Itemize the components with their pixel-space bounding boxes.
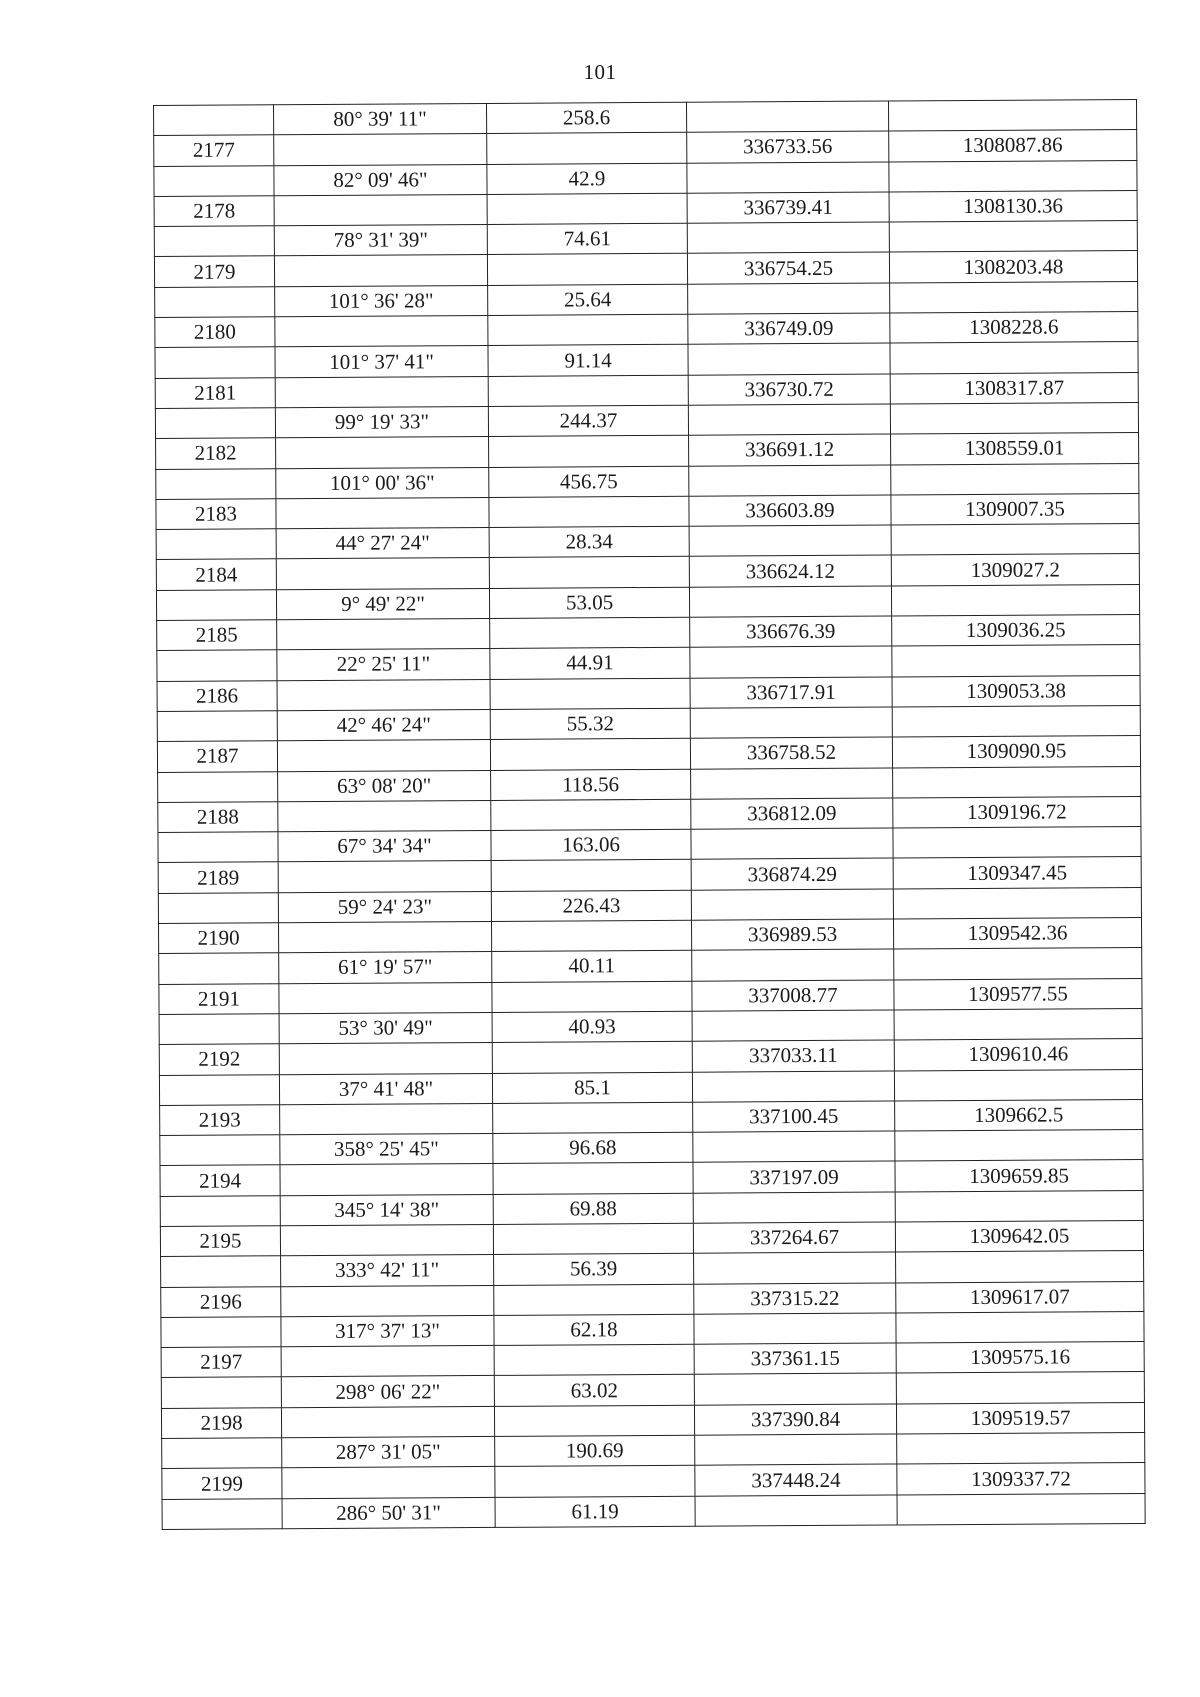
station-distance-cell xyxy=(489,557,689,589)
station-id-cell: 2180 xyxy=(155,317,275,348)
leg-easting-cell xyxy=(695,1495,897,1527)
leg-station-cell xyxy=(155,287,275,318)
leg-station-cell xyxy=(158,832,278,863)
leg-station-cell xyxy=(154,105,274,136)
station-bearing-cell xyxy=(282,1467,495,1499)
station-bearing-cell xyxy=(275,316,488,348)
leg-easting-cell xyxy=(694,1252,896,1284)
leg-distance-cell: 28.34 xyxy=(489,526,689,558)
station-bearing-cell xyxy=(276,437,489,469)
leg-easting-cell xyxy=(688,343,890,375)
leg-northing-cell xyxy=(894,1069,1142,1101)
station-distance-cell xyxy=(490,678,690,710)
leg-easting-cell xyxy=(692,949,894,981)
leg-station-cell xyxy=(159,953,279,984)
station-northing-cell: 1309617.07 xyxy=(896,1281,1144,1313)
station-id-cell: 2197 xyxy=(161,1347,281,1378)
leg-bearing-cell: 9° 49' 22" xyxy=(276,588,489,620)
leg-distance-cell: 85.1 xyxy=(492,1072,692,1104)
leg-northing-cell xyxy=(891,584,1139,616)
leg-distance-cell: 91.14 xyxy=(488,345,688,377)
leg-bearing-cell: 78° 31' 39" xyxy=(274,225,487,257)
leg-station-cell xyxy=(161,1377,281,1408)
station-northing-cell: 1308203.48 xyxy=(889,251,1137,283)
leg-easting-cell xyxy=(693,1131,895,1163)
leg-station-cell xyxy=(155,347,275,378)
leg-northing-cell xyxy=(888,99,1136,131)
leg-distance-cell: 56.39 xyxy=(494,1254,694,1286)
station-distance-cell xyxy=(492,1041,692,1073)
leg-bearing-cell: 101° 00' 36" xyxy=(276,467,489,499)
leg-northing-cell xyxy=(893,887,1141,919)
station-easting-cell: 337448.24 xyxy=(695,1464,897,1496)
leg-station-cell xyxy=(161,1256,281,1287)
leg-bearing-cell: 44° 27' 24" xyxy=(276,528,489,560)
station-northing-cell: 1309337.72 xyxy=(897,1463,1145,1495)
leg-northing-cell xyxy=(893,766,1141,798)
station-distance-cell xyxy=(491,860,691,892)
station-bearing-cell xyxy=(280,1224,493,1256)
station-easting-cell: 336754.25 xyxy=(687,252,889,284)
station-bearing-cell xyxy=(279,982,492,1014)
station-distance-cell xyxy=(487,254,687,286)
station-bearing-cell xyxy=(278,861,491,893)
leg-bearing-cell: 67° 34' 34" xyxy=(278,831,491,863)
station-distance-cell xyxy=(490,738,690,770)
station-northing-cell: 1309090.95 xyxy=(892,736,1140,768)
station-id-cell: 2195 xyxy=(160,1226,280,1257)
leg-northing-cell xyxy=(895,1190,1143,1222)
station-easting-cell: 336758.52 xyxy=(690,737,892,769)
leg-station-cell xyxy=(156,590,276,621)
leg-easting-cell xyxy=(694,1373,896,1405)
leg-station-cell xyxy=(161,1317,281,1348)
leg-easting-cell xyxy=(690,707,892,739)
leg-bearing-cell: 99° 19' 33" xyxy=(275,406,488,438)
leg-row xyxy=(162,1493,1145,1529)
station-distance-cell xyxy=(494,1405,694,1437)
station-bearing-cell xyxy=(276,558,489,590)
leg-easting-cell xyxy=(690,646,892,678)
leg-station-cell xyxy=(157,650,277,681)
leg-northing-cell xyxy=(892,645,1140,677)
station-id-cell: 2177 xyxy=(154,135,274,166)
leg-station-cell xyxy=(158,892,278,923)
leg-station-cell xyxy=(162,1498,282,1529)
leg-distance-cell: 163.06 xyxy=(491,829,691,861)
leg-distance-cell: 244.37 xyxy=(488,405,688,437)
leg-bearing-cell: 298° 06' 22" xyxy=(281,1376,494,1408)
station-easting-cell: 337315.22 xyxy=(694,1283,896,1315)
station-easting-cell: 337390.84 xyxy=(694,1404,896,1436)
station-id-cell: 2198 xyxy=(161,1408,281,1439)
leg-distance-cell: 61.19 xyxy=(495,1496,695,1528)
leg-northing-cell xyxy=(894,1008,1142,1040)
leg-easting-cell xyxy=(689,586,891,618)
station-distance-cell xyxy=(488,375,688,407)
leg-distance-cell: 226.43 xyxy=(491,890,691,922)
station-northing-cell: 1309577.55 xyxy=(894,978,1142,1010)
station-easting-cell: 336603.89 xyxy=(689,495,891,527)
leg-northing-cell xyxy=(889,221,1137,253)
leg-northing-cell xyxy=(891,463,1139,495)
station-bearing-cell xyxy=(274,194,487,226)
station-distance-cell xyxy=(493,1223,693,1255)
station-bearing-cell xyxy=(280,1103,493,1135)
leg-northing-cell xyxy=(893,827,1141,859)
station-id-cell: 2179 xyxy=(154,256,274,287)
station-easting-cell: 336691.12 xyxy=(689,434,891,466)
station-id-cell: 2199 xyxy=(162,1468,282,1499)
leg-easting-cell xyxy=(693,1192,895,1224)
leg-distance-cell: 456.75 xyxy=(489,466,689,498)
traverse-table-container xyxy=(153,99,1145,1530)
leg-northing-cell xyxy=(890,402,1138,434)
station-distance-cell xyxy=(493,1163,693,1195)
leg-distance-cell: 25.64 xyxy=(488,284,688,316)
station-northing-cell: 1308087.86 xyxy=(889,130,1137,162)
station-bearing-cell xyxy=(275,376,488,408)
leg-bearing-cell: 345° 14' 38" xyxy=(280,1194,493,1226)
leg-bearing-cell: 42° 46' 24" xyxy=(277,709,490,741)
leg-easting-cell xyxy=(688,283,890,315)
leg-bearing-cell: 286° 50' 31" xyxy=(282,1497,495,1529)
station-id-cell: 2184 xyxy=(156,559,276,590)
station-bearing-cell xyxy=(280,1164,493,1196)
leg-northing-cell xyxy=(891,524,1139,556)
station-distance-cell xyxy=(490,617,690,649)
leg-northing-cell xyxy=(890,342,1138,374)
station-northing-cell: 1308317.87 xyxy=(890,372,1138,404)
leg-easting-cell xyxy=(691,828,893,860)
leg-easting-cell xyxy=(687,162,889,194)
leg-northing-cell xyxy=(896,1251,1144,1283)
leg-northing-cell xyxy=(889,160,1137,192)
station-northing-cell: 1309519.57 xyxy=(896,1402,1144,1434)
station-easting-cell: 337361.15 xyxy=(694,1343,896,1375)
station-id-cell: 2178 xyxy=(154,196,274,227)
leg-distance-cell: 40.93 xyxy=(492,1011,692,1043)
station-distance-cell xyxy=(492,981,692,1013)
page-number: 101 xyxy=(583,60,617,84)
station-easting-cell: 337100.45 xyxy=(693,1101,895,1133)
station-easting-cell: 337264.67 xyxy=(693,1222,895,1254)
leg-bearing-cell: 22° 25' 11" xyxy=(277,649,490,681)
leg-bearing-cell: 101° 37' 41" xyxy=(275,346,488,378)
station-id-cell: 2189 xyxy=(158,862,278,893)
station-northing-cell: 1308559.01 xyxy=(891,433,1139,465)
leg-bearing-cell: 333° 42' 11" xyxy=(281,1255,494,1287)
leg-station-cell xyxy=(158,771,278,802)
station-bearing-cell xyxy=(277,619,490,651)
station-easting-cell: 337197.09 xyxy=(693,1161,895,1193)
leg-distance-cell: 55.32 xyxy=(490,708,690,740)
station-id-cell: 2187 xyxy=(157,741,277,772)
leg-bearing-cell: 80° 39' 11" xyxy=(274,103,487,135)
station-distance-cell xyxy=(488,314,688,346)
leg-northing-cell xyxy=(896,1311,1144,1343)
station-easting-cell: 336749.09 xyxy=(688,313,890,345)
leg-easting-cell xyxy=(695,1434,897,1466)
leg-distance-cell: 62.18 xyxy=(494,1314,694,1346)
station-bearing-cell xyxy=(281,1346,494,1378)
leg-distance-cell: 74.61 xyxy=(487,223,687,255)
station-id-cell: 2194 xyxy=(160,1165,280,1196)
station-easting-cell: 336989.53 xyxy=(691,919,893,951)
leg-distance-cell: 118.56 xyxy=(491,769,691,801)
leg-distance-cell: 63.02 xyxy=(494,1375,694,1407)
station-distance-cell xyxy=(494,1344,694,1376)
station-easting-cell: 337033.11 xyxy=(692,1040,894,1072)
leg-easting-cell xyxy=(689,525,891,557)
station-distance-cell xyxy=(495,1466,695,1498)
station-northing-cell: 1309053.38 xyxy=(892,675,1140,707)
station-distance-cell xyxy=(489,436,689,468)
leg-northing-cell xyxy=(895,1130,1143,1162)
station-northing-cell: 1309642.05 xyxy=(895,1220,1143,1252)
leg-station-cell xyxy=(155,408,275,439)
station-bearing-cell xyxy=(274,255,487,287)
station-distance-cell xyxy=(487,133,687,165)
station-easting-cell: 336676.39 xyxy=(690,616,892,648)
station-id-cell: 2181 xyxy=(155,377,275,408)
station-id-cell: 2188 xyxy=(158,802,278,833)
leg-northing-cell xyxy=(892,705,1140,737)
leg-bearing-cell: 287° 31' 05" xyxy=(282,1437,495,1469)
traverse-table xyxy=(153,99,1146,1530)
station-northing-cell: 1309575.16 xyxy=(896,1342,1144,1374)
leg-distance-cell: 42.9 xyxy=(487,163,687,195)
station-bearing-cell xyxy=(281,1406,494,1438)
leg-station-cell xyxy=(160,1195,280,1226)
leg-bearing-cell: 63° 08' 20" xyxy=(278,770,491,802)
leg-station-cell xyxy=(160,1135,280,1166)
station-northing-cell: 1309027.2 xyxy=(891,554,1139,586)
station-distance-cell xyxy=(493,1102,693,1134)
station-bearing-cell xyxy=(277,679,490,711)
station-id-cell: 2183 xyxy=(156,499,276,530)
leg-northing-cell xyxy=(894,948,1142,980)
station-id-cell: 2191 xyxy=(159,983,279,1014)
leg-distance-cell: 44.91 xyxy=(490,648,690,680)
station-northing-cell: 1308228.6 xyxy=(890,312,1138,344)
station-easting-cell: 336739.41 xyxy=(687,192,889,224)
leg-distance-cell: 96.68 xyxy=(493,1132,693,1164)
leg-easting-cell xyxy=(687,222,889,254)
station-northing-cell: 1308130.36 xyxy=(889,190,1137,222)
station-bearing-cell xyxy=(281,1285,494,1317)
leg-bearing-cell: 317° 37' 13" xyxy=(281,1315,494,1347)
leg-distance-cell: 258.6 xyxy=(486,102,686,134)
leg-easting-cell xyxy=(686,101,888,133)
leg-bearing-cell: 59° 24' 23" xyxy=(278,891,491,923)
station-northing-cell: 1309196.72 xyxy=(893,796,1141,828)
leg-station-cell xyxy=(156,468,276,499)
station-distance-cell xyxy=(487,193,687,225)
station-distance-cell xyxy=(491,799,691,831)
station-id-cell: 2192 xyxy=(159,1044,279,1075)
leg-bearing-cell: 61° 19' 57" xyxy=(279,952,492,984)
station-northing-cell: 1309610.46 xyxy=(894,1039,1142,1071)
leg-bearing-cell: 37° 41' 48" xyxy=(279,1073,492,1105)
station-id-cell: 2196 xyxy=(161,1286,281,1317)
station-easting-cell: 336717.91 xyxy=(690,677,892,709)
station-northing-cell: 1309007.35 xyxy=(891,493,1139,525)
station-bearing-cell xyxy=(278,921,491,953)
station-id-cell: 2185 xyxy=(157,620,277,651)
station-bearing-cell xyxy=(279,1043,492,1075)
station-northing-cell: 1309659.85 xyxy=(895,1160,1143,1192)
leg-easting-cell xyxy=(694,1313,896,1345)
traverse-table-body xyxy=(154,99,1146,1529)
station-bearing-cell xyxy=(277,740,490,772)
station-id-cell: 2193 xyxy=(160,1105,280,1136)
station-distance-cell xyxy=(491,920,691,952)
leg-distance-cell: 40.11 xyxy=(492,951,692,983)
station-id-cell: 2190 xyxy=(158,923,278,954)
station-easting-cell: 336730.72 xyxy=(688,374,890,406)
leg-distance-cell: 53.05 xyxy=(489,587,689,619)
leg-station-cell xyxy=(159,1014,279,1045)
station-distance-cell xyxy=(494,1284,694,1316)
leg-bearing-cell: 101° 36' 28" xyxy=(275,285,488,317)
leg-station-cell xyxy=(157,711,277,742)
leg-station-cell xyxy=(154,165,274,196)
station-bearing-cell xyxy=(278,800,491,832)
leg-easting-cell xyxy=(691,768,893,800)
leg-easting-cell xyxy=(691,889,893,921)
leg-distance-cell: 69.88 xyxy=(493,1193,693,1225)
station-easting-cell: 336812.09 xyxy=(691,798,893,830)
leg-easting-cell xyxy=(688,404,890,436)
leg-station-cell xyxy=(162,1438,282,1469)
leg-easting-cell xyxy=(689,465,891,497)
station-northing-cell: 1309542.36 xyxy=(893,917,1141,949)
station-id-cell: 2186 xyxy=(157,680,277,711)
leg-distance-cell: 190.69 xyxy=(495,1435,695,1467)
station-bearing-cell xyxy=(274,134,487,166)
leg-station-cell xyxy=(159,1074,279,1105)
leg-easting-cell xyxy=(692,1010,894,1042)
leg-easting-cell xyxy=(692,1070,894,1102)
station-id-cell: 2182 xyxy=(156,438,276,469)
station-easting-cell: 336874.29 xyxy=(691,858,893,890)
station-easting-cell: 336624.12 xyxy=(689,555,891,587)
station-northing-cell: 1309036.25 xyxy=(892,615,1140,647)
station-northing-cell: 1309662.5 xyxy=(895,1099,1143,1131)
station-easting-cell: 337008.77 xyxy=(692,980,894,1012)
leg-northing-cell xyxy=(897,1433,1145,1465)
station-easting-cell: 336733.56 xyxy=(687,131,889,163)
leg-northing-cell xyxy=(890,281,1138,313)
leg-bearing-cell: 53° 30' 49" xyxy=(279,1012,492,1044)
leg-northing-cell xyxy=(896,1372,1144,1404)
station-distance-cell xyxy=(489,496,689,528)
leg-northing-cell xyxy=(897,1493,1145,1525)
leg-bearing-cell: 82° 09' 46" xyxy=(274,164,487,196)
station-northing-cell: 1309347.45 xyxy=(893,857,1141,889)
leg-bearing-cell: 358° 25' 45" xyxy=(280,1134,493,1166)
leg-station-cell xyxy=(156,529,276,560)
station-bearing-cell xyxy=(276,497,489,529)
leg-station-cell xyxy=(154,226,274,257)
